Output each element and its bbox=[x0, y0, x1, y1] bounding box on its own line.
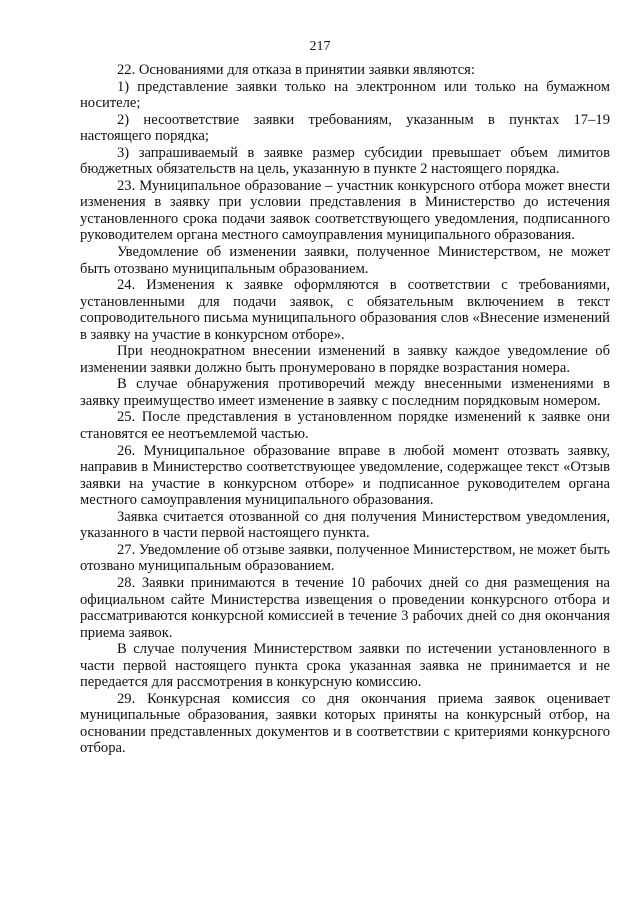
paragraph-22: 22. Основаниями для отказа в принятии заявки являются: bbox=[117, 62, 475, 78]
paragraph-29: 29. Конкурсная комиссия со дня окончания приема заявок оценивает муниципальные образования, заявки которых приняты на конкурсный отбор, на основании представленных документов и в соответствии с критериями конкурсного отбора. bbox=[80, 690, 610, 757]
paragraph-22-item-2: 2) несоответствие заявки требованиям, указанным в пунктах 17–19 настоящего порядка; bbox=[80, 111, 610, 145]
paragraph-23: 23. Муниципальное образование – участник конкурсного отбора может внести изменения в заявку при условии представления в Министерство до истечения установленного срока подачи заявок соответствующего уведомления, подписанного руководителем органа местного самоуправления муниципального образования. bbox=[80, 177, 610, 244]
page-number: 217 bbox=[309, 39, 331, 54]
paragraph-24-part-2: При неоднократном внесении изменений в заявку каждое уведомление об изменении заявки должно быть пронумеровано в порядке возрастания номера. bbox=[80, 343, 610, 376]
paragraph-25: 25. После представления в установленном порядке изменений к заявке они становятся ее неотъемлемой частью. bbox=[80, 409, 610, 443]
paragraph-24-part-3: В случае обнаружения противоречий между внесенными изменениями в заявку преимущество имеет изменение в заявку с последним порядковым номером. bbox=[80, 376, 610, 409]
paragraph-26: 26. Муниципальное образование вправе в любой момент отозвать заявку, направив в Министерство соответствующее уведомление, содержащее текст «Отзыв заявки на участие в конкурсном отборе» и подписанное руководителем органа местного самоуправления муниципального образования. bbox=[80, 442, 610, 509]
paragraph-28: 28. Заявки принимаются в течение 10 рабочих дней со дня размещения на официальном сайте Министерства извещения о проведении конкурсного отбора и рассматриваются конкурсной комиссией в течение 3 рабочих дней со дня окончания приема заявок. bbox=[80, 574, 610, 641]
paragraph-24: 24. Изменения к заявке оформляются в соответствии с требованиями, установленными для подачи заявок, с обязательным включением в текст сопроводительного письма муниципального образования слов «Внесение изменений в заявку на участие в конкурсном отборе». bbox=[80, 277, 610, 343]
paragraph-27: 27. Уведомление об отзыве заявки, полученное Министерством, не может быть отозвано муниципальным образованием. bbox=[80, 541, 610, 575]
paragraph-26-part-2: Заявка считается отозванной со дня получения Министерством уведомления, указанного в части первой настоящего пункта. bbox=[80, 508, 610, 542]
paragraph-22-item-1: 1) представление заявки только на электронном или только на бумажном носителе; bbox=[80, 78, 610, 112]
paragraph-22-item-3: 3) запрашиваемый в заявке размер субсидии превышает объем лимитов бюджетных обязательств на цель, указанную в пункте 2 настоящего порядка. bbox=[80, 144, 610, 178]
paragraph-23-part-2: Уведомление об изменении заявки, полученное Министерством, не может быть отозвано муниципальным образованием. bbox=[80, 244, 610, 277]
document-body bbox=[80, 62, 610, 757]
paragraph-28-part-2: В случае получения Министерством заявки по истечении установленного в части первой настоящего пункта срока указанная заявка не принимается и не передается для рассмотрения в конкурсную комиссию. bbox=[80, 641, 610, 691]
